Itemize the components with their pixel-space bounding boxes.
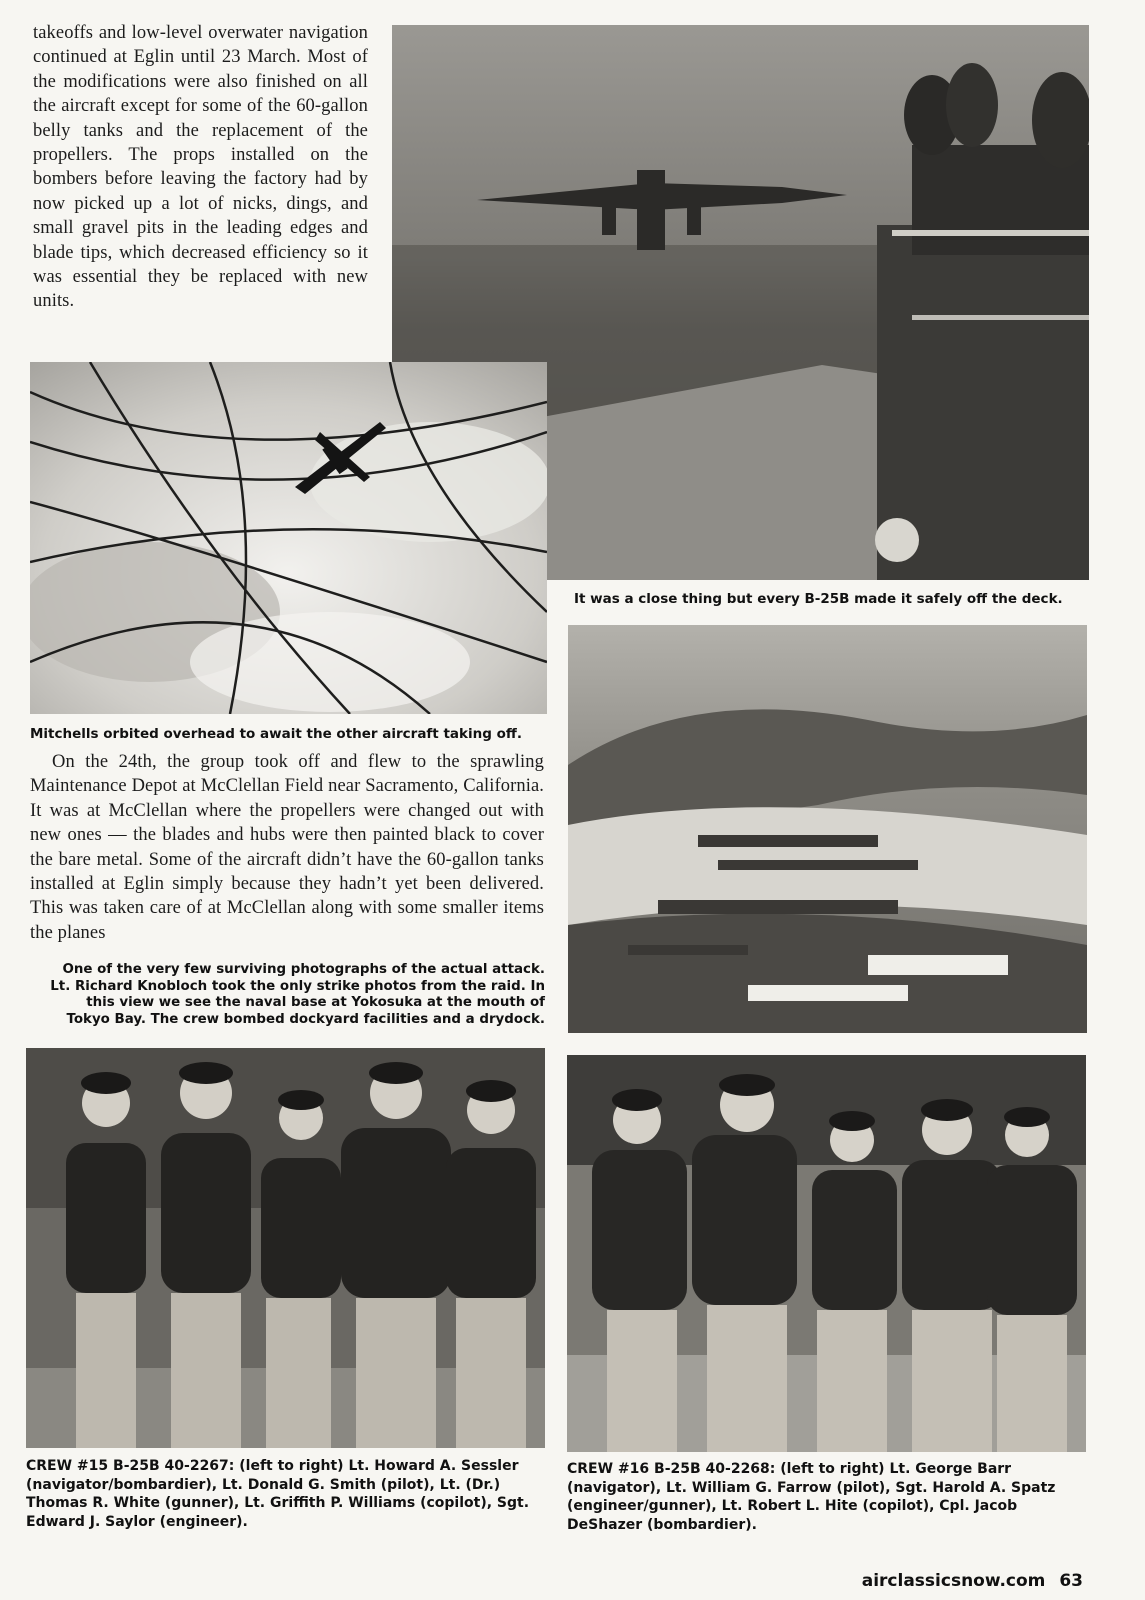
caption-orbiting: Mitchells orbited overhead to await the other aircraft taking off. xyxy=(30,726,522,742)
photo-crew-15 xyxy=(26,1048,545,1448)
caption-crew-16: CREW #16 B-25B 40-2268: (left to right) Lt. George Barr (navigator), Lt. William G. Farrow (pilot), Sgt. Harold A. Spatz (engineer/gunner), Lt. Robert L. Hite (copilot), Cpl. Jacob DeShazer (bombardier). xyxy=(567,1461,1056,1533)
page-footer xyxy=(862,1571,1083,1591)
footer-page-number: 63 xyxy=(1059,1571,1083,1591)
photo-mitchells-orbiting xyxy=(30,362,547,714)
caption-deck-takeoff: It was a close thing but every B-25B made it safely off the deck. xyxy=(574,591,1063,607)
article-text-1: takeoffs and low-level overwater navigation continued at Eglin until 23 March. Most of the modifications were also finished on all the aircraft except for some of the 60-gallon belly tanks and the replacement of the propellers. The props installed on the bombers before leaving the factory had by now picked up a lot of nicks, dings, and small gravel pits in the leading edges and blade tips, which decreased efficiency so it was essential they be replaced with new units. xyxy=(33,23,368,312)
article-text-2: On the 24th, the group took off and flew to the sprawling Maintenance Depot at McClellan Field near Sacramento, California. It was at McClellan where the propellers were changed out with new ones — the blades and hubs were then painted black to cover the bare metal. Some of the aircraft didn’t have the 60-gallon tanks installed at Eglin simply because they hadn’t yet been delivered. This was taken care of at McClellan along with some smaller items the planes xyxy=(30,752,544,943)
caption-crew-15: CREW #15 B-25B 40-2267: (left to right) Lt. Howard A. Sessler (navigator/bombardier), Lt. Donald G. Smith (pilot), Lt. (Dr.) Thomas R. White (gunner), Lt. Griffith P. Williams (copilot), Sgt. Edward J. Saylor (engineer). xyxy=(26,1458,530,1530)
photo-crew-16 xyxy=(567,1055,1086,1452)
caption-strike-photo: One of the very few surviving photographs of the actual attack. Lt. Richard Knobloch took the only strike photos from the raid. In this view we see the naval base at Yokosuka at the mouth of Tokyo Bay. The crew bombed dockyard facilities and a drydock. xyxy=(50,962,545,1027)
photo-yokosuka-strike xyxy=(568,625,1087,1033)
article-paragraph-1 xyxy=(33,21,368,314)
footer-website: airclassicsnow.com xyxy=(861,1571,1046,1591)
article-paragraph-2 xyxy=(30,750,544,945)
